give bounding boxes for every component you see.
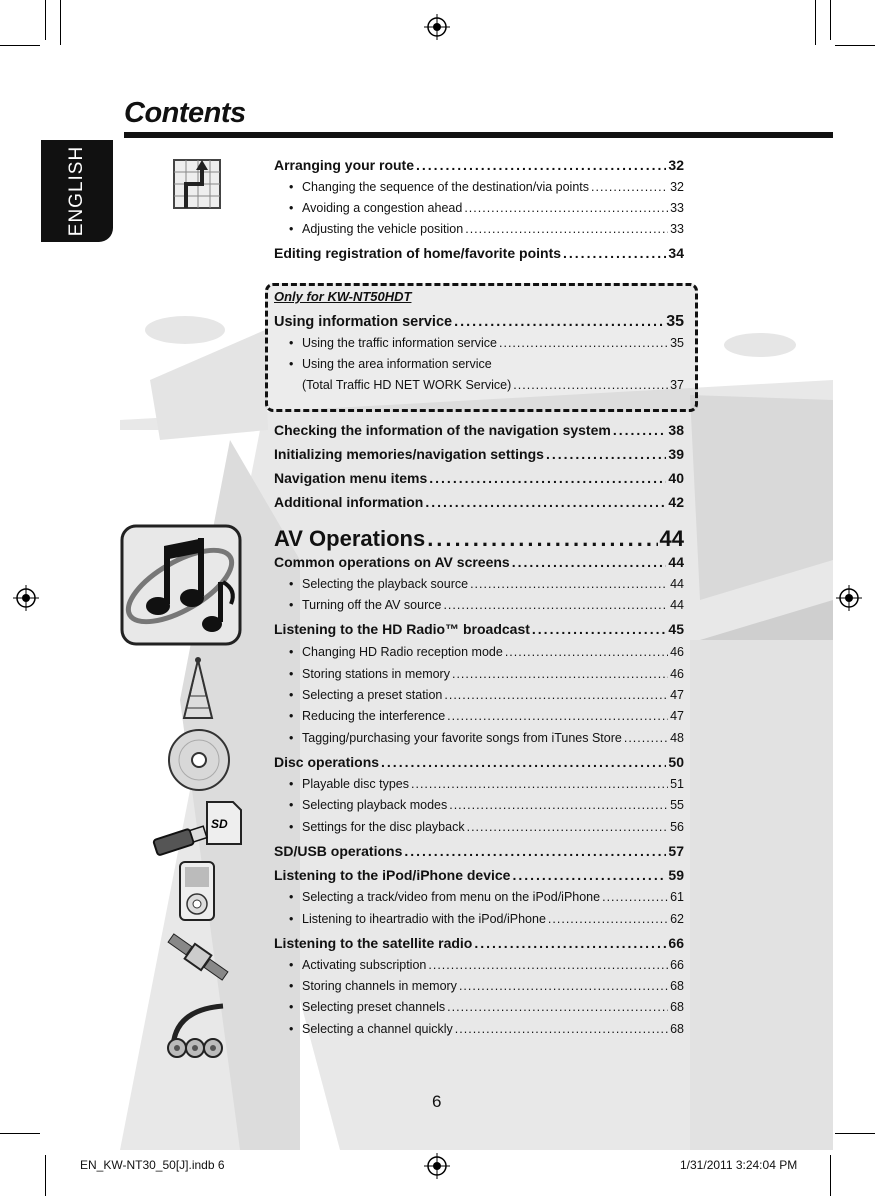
- toc-entry-page: 39: [668, 446, 684, 462]
- toc-entry-page: 42: [668, 494, 684, 510]
- toc-entry-page: 44: [668, 554, 684, 570]
- toc-entry-label: Initializing memories/navigation settings: [274, 446, 544, 462]
- satellite-icon: [163, 930, 233, 985]
- toc-entry-page: 45: [668, 621, 684, 637]
- music-notes-icon: [120, 524, 242, 646]
- toc-section-page: 44: [659, 526, 684, 551]
- toc-entry-page: 61: [670, 890, 684, 904]
- registration-mark-icon: [13, 585, 39, 611]
- crop-mark: [835, 1133, 875, 1134]
- toc-entry-page: 56: [670, 820, 684, 834]
- toc-entry[interactable]: [274, 1022, 684, 1036]
- only-for-label: Only for KW-NT50HDT: [274, 289, 412, 304]
- toc-entry-label: • Playable disc types: [274, 777, 409, 791]
- toc-entry[interactable]: [274, 470, 684, 486]
- toc-entry[interactable]: [274, 890, 684, 904]
- toc-entry[interactable]: [274, 1000, 684, 1014]
- toc-entry[interactable]: [274, 688, 684, 702]
- toc-entry[interactable]: [274, 777, 684, 791]
- toc-entry[interactable]: [274, 313, 684, 331]
- toc-entry-label: • Activating subscription: [274, 958, 426, 972]
- toc-entry-page: 44: [670, 598, 684, 612]
- toc-entry[interactable]: [274, 357, 684, 371]
- page-number: 6: [432, 1092, 442, 1111]
- toc-entry-page: 66: [670, 958, 684, 972]
- print-footer-date: 1/31/2011 3:24:04 PM: [680, 1158, 798, 1172]
- toc-entry[interactable]: [274, 554, 684, 570]
- toc-entry[interactable]: [274, 820, 684, 834]
- toc-entry-label: Editing registration of home/favorite points: [274, 245, 562, 261]
- crop-mark: [830, 0, 831, 40]
- toc-entry-label: Additional information: [274, 494, 424, 510]
- toc-entry-label: Checking the information of the navigation system: [274, 422, 611, 438]
- toc-entry-label: • Using the traffic information service: [274, 336, 497, 350]
- toc-entry-page: 33: [670, 201, 684, 215]
- toc-entry-label: • Settings for the disc playback: [274, 820, 465, 834]
- registration-mark-icon: [836, 585, 862, 611]
- toc-entry[interactable]: [274, 598, 684, 612]
- toc-entry-page: 38: [668, 422, 684, 438]
- toc-entry-page: 68: [670, 1022, 684, 1036]
- toc-entry-page: 32: [668, 157, 684, 173]
- antenna-tower-icon: [180, 656, 216, 720]
- toc-entry-label: • Turning off the AV source: [274, 598, 441, 612]
- toc-entry-label: • Selecting the playback source: [274, 577, 468, 591]
- crop-mark: [60, 0, 61, 45]
- toc-entry-label: • Storing stations in memory: [274, 667, 450, 681]
- toc-entry-page: 33: [670, 222, 684, 236]
- toc-entry-page: 68: [670, 979, 684, 993]
- toc-entry[interactable]: [274, 180, 684, 194]
- toc-entry[interactable]: [274, 645, 684, 659]
- usb-stick-icon: [150, 822, 210, 856]
- toc-entry[interactable]: [274, 157, 684, 173]
- toc-entry[interactable]: [274, 958, 684, 972]
- toc-entry-page: 62: [670, 912, 684, 926]
- toc-entry-page: 34: [668, 245, 684, 261]
- language-label: ENGLISH: [66, 145, 87, 237]
- toc-entry-label: • Selecting a preset station: [274, 688, 442, 702]
- toc-entry-label: • Tagging/purchasing your favorite songs from iTunes Store: [274, 731, 622, 745]
- toc-entry-label: • Avoiding a congestion ahead: [274, 201, 462, 215]
- page-title: Contents: [124, 97, 246, 129]
- toc-entry[interactable]: [274, 867, 684, 883]
- toc-entry-label: Listening to the HD Radio™ broadcast: [274, 621, 530, 637]
- toc-entry-label: • Using the area information service: [274, 357, 492, 371]
- toc-entry-page: 66: [668, 935, 684, 951]
- disc-icon: [167, 728, 231, 792]
- language-tab: [41, 140, 113, 242]
- toc-entry[interactable]: [274, 446, 684, 462]
- toc-entry-page: 35: [666, 313, 684, 330]
- toc-entry-label: • Selecting preset channels: [274, 1000, 445, 1014]
- toc-section-heading[interactable]: [274, 526, 684, 552]
- ipod-icon: [178, 860, 216, 922]
- toc-entry-label: Navigation menu items: [274, 470, 428, 486]
- toc-entry[interactable]: [274, 222, 684, 236]
- toc-entry[interactable]: [274, 422, 684, 438]
- toc-entry-page: 46: [670, 667, 684, 681]
- toc-entry-label: • Reducing the interference: [274, 709, 445, 723]
- crop-mark: [0, 1133, 40, 1134]
- toc-list: [274, 0, 684, 1196]
- svg-text:SD: SD: [211, 817, 228, 831]
- toc-entry-label: • Adjusting the vehicle position: [274, 222, 463, 236]
- toc-entry[interactable]: [274, 709, 684, 723]
- toc-entry[interactable]: [274, 843, 684, 859]
- toc-entry-page: 37: [670, 378, 684, 392]
- toc-entry-label: • Changing the sequence of the destination/via points: [274, 180, 589, 194]
- toc-entry[interactable]: [274, 798, 684, 812]
- toc-entry[interactable]: [274, 577, 684, 591]
- toc-entry[interactable]: [274, 245, 684, 261]
- toc-entry-label: (Total Traffic HD NET WORK Service): [302, 378, 512, 392]
- toc-entry-label: Disc operations: [274, 754, 380, 770]
- toc-entry-page: 32: [670, 180, 684, 194]
- toc-entry[interactable]: [274, 494, 684, 510]
- toc-entry[interactable]: [274, 667, 684, 681]
- toc-entry-page: 47: [670, 688, 684, 702]
- toc-entry-label: • Selecting playback modes: [274, 798, 447, 812]
- toc-entry-label: SD/USB operations: [274, 843, 403, 859]
- toc-entry[interactable]: [274, 201, 684, 215]
- crop-mark: [835, 45, 875, 46]
- toc-entry-page: 57: [668, 843, 684, 859]
- toc-entry-page: 40: [668, 470, 684, 486]
- crop-mark: [815, 0, 816, 45]
- toc-entry-label: Listening to the iPod/iPhone device: [274, 867, 511, 883]
- toc-entry-page: 59: [668, 867, 684, 883]
- toc-entry-label: Using information service: [274, 314, 453, 330]
- toc-entry-label: • Selecting a track/video from menu on the iPod/iPhone: [274, 890, 600, 904]
- crop-mark: [45, 1155, 46, 1196]
- crop-mark: [830, 1155, 831, 1196]
- toc-entry-page: 51: [670, 777, 684, 791]
- crop-mark: [45, 0, 46, 40]
- toc-entry[interactable]: [274, 621, 684, 637]
- toc-entry-page: 46: [670, 645, 684, 659]
- toc-entry[interactable]: [274, 754, 684, 770]
- toc-entry-label: Arranging your route: [274, 157, 415, 173]
- toc-entry[interactable]: [274, 378, 684, 392]
- toc-entry-label: • Selecting a channel quickly: [274, 1022, 453, 1036]
- toc-section-label: AV Operations: [274, 526, 426, 551]
- toc-entry-page: 44: [670, 577, 684, 591]
- toc-entry[interactable]: [274, 979, 684, 993]
- toc-entry[interactable]: [274, 336, 684, 350]
- toc-entry-label: Listening to the satellite radio: [274, 935, 473, 951]
- toc-entry-page: 55: [670, 798, 684, 812]
- toc-entry-label: • Listening to iheartradio with the iPod/iPhone: [274, 912, 546, 926]
- toc-entry-label: • Changing HD Radio reception mode: [274, 645, 503, 659]
- toc-entry[interactable]: [274, 935, 684, 951]
- toc-entry-page: 35: [670, 336, 684, 350]
- toc-entry-page: 48: [670, 731, 684, 745]
- toc-entry-page: 68: [670, 1000, 684, 1014]
- print-footer-file: EN_KW-NT30_50[J].indb 6: [80, 1158, 225, 1172]
- av-cables-icon: [163, 1000, 235, 1060]
- toc-entry[interactable]: [274, 731, 684, 745]
- toc-entry-page: 47: [670, 709, 684, 723]
- route-map-icon: [172, 158, 222, 210]
- toc-entry-label: • Storing channels in memory: [274, 979, 457, 993]
- toc-entry[interactable]: [274, 912, 684, 926]
- crop-mark: [0, 45, 40, 46]
- toc-entry-label: Common operations on AV screens: [274, 554, 510, 570]
- toc-entry-page: 50: [668, 754, 684, 770]
